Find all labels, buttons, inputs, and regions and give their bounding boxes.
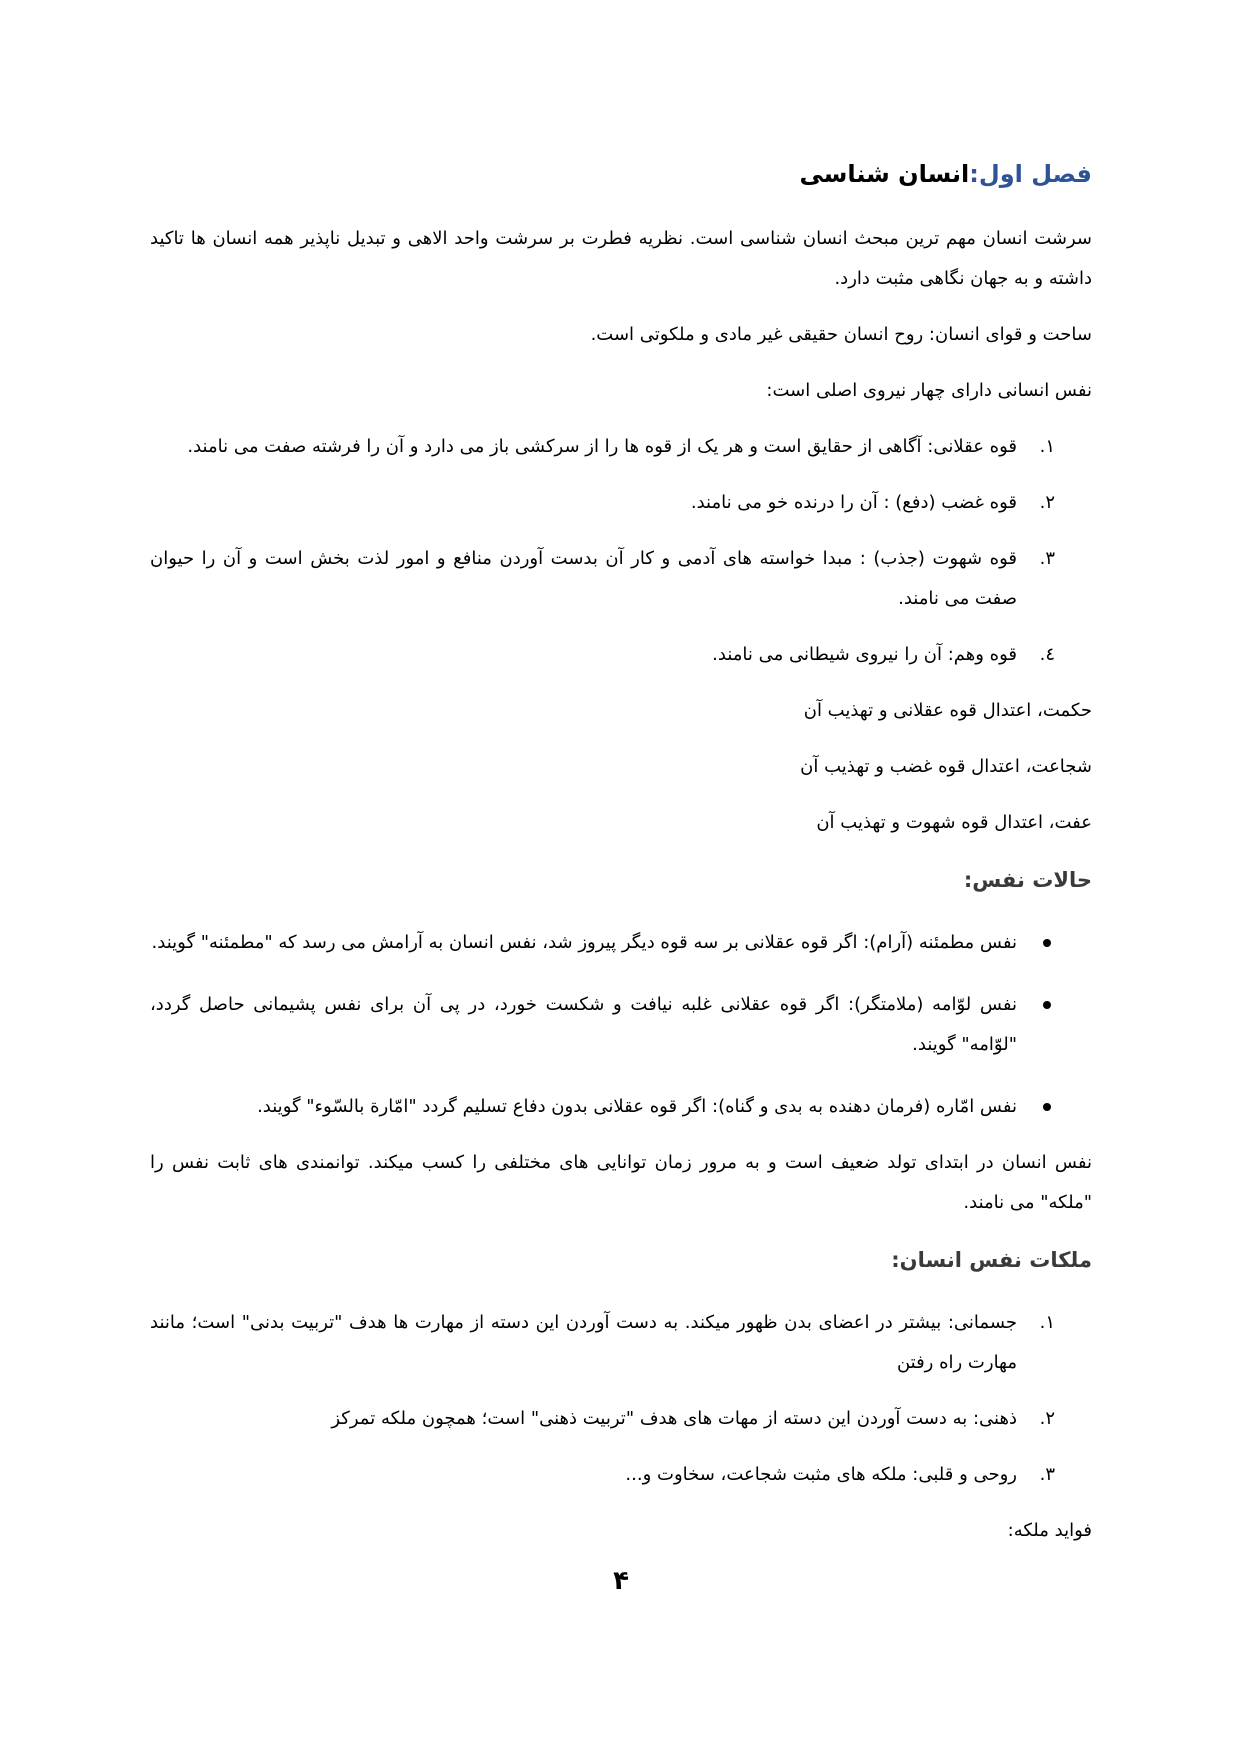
list-number: ۲.	[1039, 1407, 1055, 1429]
powers-list	[150, 427, 1092, 675]
list-item-text: نفس مطمئنه (آرام): اگر قوه عقلانی بر سه قوه دیگر پیروز شد، نفس انسان به آرامش می رسد که "مطمئنه" گویند.	[151, 931, 1017, 953]
benefits-heading: فواید ملکه:	[1007, 1519, 1092, 1541]
list-item	[150, 985, 1092, 1065]
list-item	[150, 1455, 1092, 1495]
list-item	[150, 923, 1092, 963]
list-item-text: قوه وهم: آن را نیروی شیطانی می نامند.	[712, 643, 1017, 665]
list-item	[150, 539, 1092, 619]
list-item	[150, 1087, 1092, 1127]
list-item	[150, 1399, 1092, 1439]
chapter-topic: انسان شناسی	[799, 159, 970, 188]
virtue-courage: شجاعت، اعتدال قوه غضب و تهذیب آن	[800, 755, 1092, 777]
list-number: ۳.	[1039, 547, 1055, 569]
list-number: ۲.	[1039, 491, 1055, 513]
soul-development-paragraph: نفس انسان در ابتدای تولد ضعیف است و به مرور زمان توانایی های مختلفی را کسب میکند. توانمندی های ثابت نفس را "ملکه" می نامند.	[150, 1151, 1092, 1213]
powers-intro-paragraph: نفس انسانی دارای چهار نیروی اصلی است:	[766, 379, 1092, 401]
list-item-text: نفس امّاره (فرمان دهنده به بدی و گناه): اگر قوه عقلانی بدون دفاع تسلیم گردد "امّارة بالسّوء" گویند.	[257, 1095, 1017, 1117]
list-item-text: روحی و قلبی: ملکه های مثبت شجاعت، سخاوت و...	[625, 1463, 1017, 1485]
list-item-text: قوه غضب (دفع) : آن را درنده خو می نامند.	[690, 491, 1017, 513]
chapter-label: فصل اول:	[969, 159, 1092, 188]
bullet-icon	[1043, 1103, 1051, 1111]
bullet-icon	[1043, 939, 1051, 947]
list-number: ۱.	[1039, 435, 1055, 457]
list-number: ۱.	[1039, 1311, 1055, 1333]
virtue-wisdom: حکمت، اعتدال قوه عقلانی و تهذیب آن	[803, 699, 1092, 721]
virtue-chastity: عفت، اعتدال قوه شهوت و تهذیب آن	[816, 811, 1092, 833]
list-number: ۳.	[1039, 1463, 1055, 1485]
intro-paragraph: سرشت انسان مهم ترین مبحث انسان شناسی است. نظریه فطرت بر سرشت واحد الاهی و تبدیل ناپذیر همه انسان ها تاکید داشته و به جهان نگاهی مثبت دارد.	[150, 227, 1092, 289]
list-item	[150, 427, 1092, 467]
list-item-text: جسمانی: بیشتر در اعضای بدن ظهور میکند. به دست آوردن این دسته از مهارت ها هدف "تربیت بدنی" است؛ مانند مهارت راه رفتن	[150, 1311, 1017, 1373]
habits-list	[150, 1303, 1092, 1495]
list-item	[150, 635, 1092, 675]
soul-states-list	[150, 923, 1092, 1127]
list-item	[150, 1303, 1092, 1383]
bullet-icon	[1043, 1001, 1051, 1009]
list-item	[150, 483, 1092, 523]
list-item-text: قوه عقلانی: آگاهی از حقایق است و هر یک از قوه ها را از سرکشی باز می دارد و آن را فرشته صفت می نامند.	[187, 435, 1017, 457]
list-item-text: نفس لوّامه (ملامتگر): اگر قوه عقلانی غلبه نیافت و شکست خورد، در پی آن برای نفس پشیمانی حاصل گردد، "لوّامه" گویند.	[150, 993, 1017, 1055]
habits-heading: ملکات نفس انسان:	[891, 1247, 1092, 1272]
soul-states-heading: حالات نفس:	[963, 867, 1092, 892]
page-number: ۴	[613, 1565, 629, 1596]
chapter-title	[150, 154, 1092, 194]
list-item-text: ذهنی: به دست آوردن این دسته از مهات های هدف "تربیت ذهنی" است؛ همچون ملکه تمرکز	[331, 1407, 1017, 1429]
faculties-paragraph: ساحت و قوای انسان: روح انسان حقیقی غیر مادی و ملکوتی است.	[590, 323, 1092, 345]
list-number: ٤.	[1039, 643, 1055, 665]
page-content	[150, 154, 1092, 1601]
list-item-text: قوه شهوت (جذب) : مبدا خواسته های آدمی و کار آن بدست آوردن منافع و امور لذت بخش است و آن را حیوان صفت می نامند.	[150, 547, 1017, 609]
